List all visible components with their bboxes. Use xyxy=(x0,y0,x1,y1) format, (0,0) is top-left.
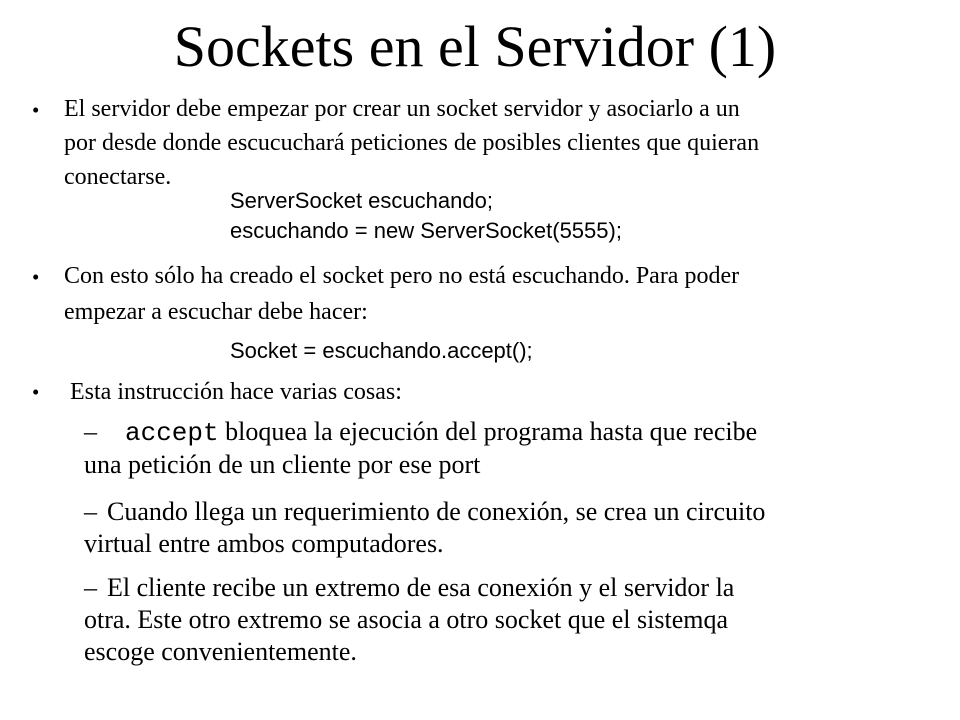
sub-item-text: Cuando llega un requerimiento de conexión, se crea un circuito xyxy=(107,497,766,526)
paragraph-not-listening xyxy=(64,258,924,330)
sub-item-accept-blocks xyxy=(84,416,944,481)
sub-item-client-endpoint xyxy=(84,572,944,668)
bullet-icon: • xyxy=(32,380,40,404)
code-block-accept xyxy=(230,336,533,366)
code-line: escuchando = new ServerSocket(5555); xyxy=(230,218,622,243)
sub-item-text: una petición de un cliente por ese port xyxy=(84,450,481,479)
code-block-serversocket xyxy=(230,186,622,246)
slide-title: Sockets en el Servidor (1) xyxy=(173,14,777,79)
sub-item-virtual-circuit xyxy=(84,496,944,560)
sub-item-text: otra. Este otro extremo se asocia a otro socket que el sistemqa xyxy=(84,605,729,634)
paragraph-line: empezar a escuchar debe hacer: xyxy=(64,299,368,325)
code-line: ServerSocket escuchando; xyxy=(230,188,493,213)
paragraph-line: Esta instrucción hace varias cosas: xyxy=(64,379,402,405)
dash-icon: – xyxy=(84,573,97,602)
paragraph-instruction xyxy=(64,375,924,409)
dash-icon: – xyxy=(84,417,97,446)
code-keyword-accept: accept xyxy=(125,418,219,448)
code-line: Socket = escuchando.accept(); xyxy=(230,338,533,363)
sub-item-text: virtual entre ambos computadores. xyxy=(84,529,444,558)
sub-item-text: El cliente recibe un extremo de esa conexión y el servidor la xyxy=(107,573,735,602)
bullet-icon: • xyxy=(32,98,40,122)
sub-item-text: bloquea la ejecución del programa hasta que recibe xyxy=(218,417,758,446)
paragraph-server-intro xyxy=(64,92,924,194)
bullet-icon: • xyxy=(32,265,40,289)
paragraph-line: por desde donde escucuchará peticiones de posibles clientes que quieran xyxy=(64,130,760,156)
dash-icon: – xyxy=(84,497,97,526)
sub-item-text: escoge convenientemente. xyxy=(84,637,357,666)
paragraph-line: conectarse. xyxy=(64,164,172,190)
paragraph-line: Con esto sólo ha creado el socket pero no está escuchando. Para poder xyxy=(64,263,740,289)
paragraph-line: El servidor debe empezar por crear un socket servidor y asociarlo a un xyxy=(64,96,740,122)
